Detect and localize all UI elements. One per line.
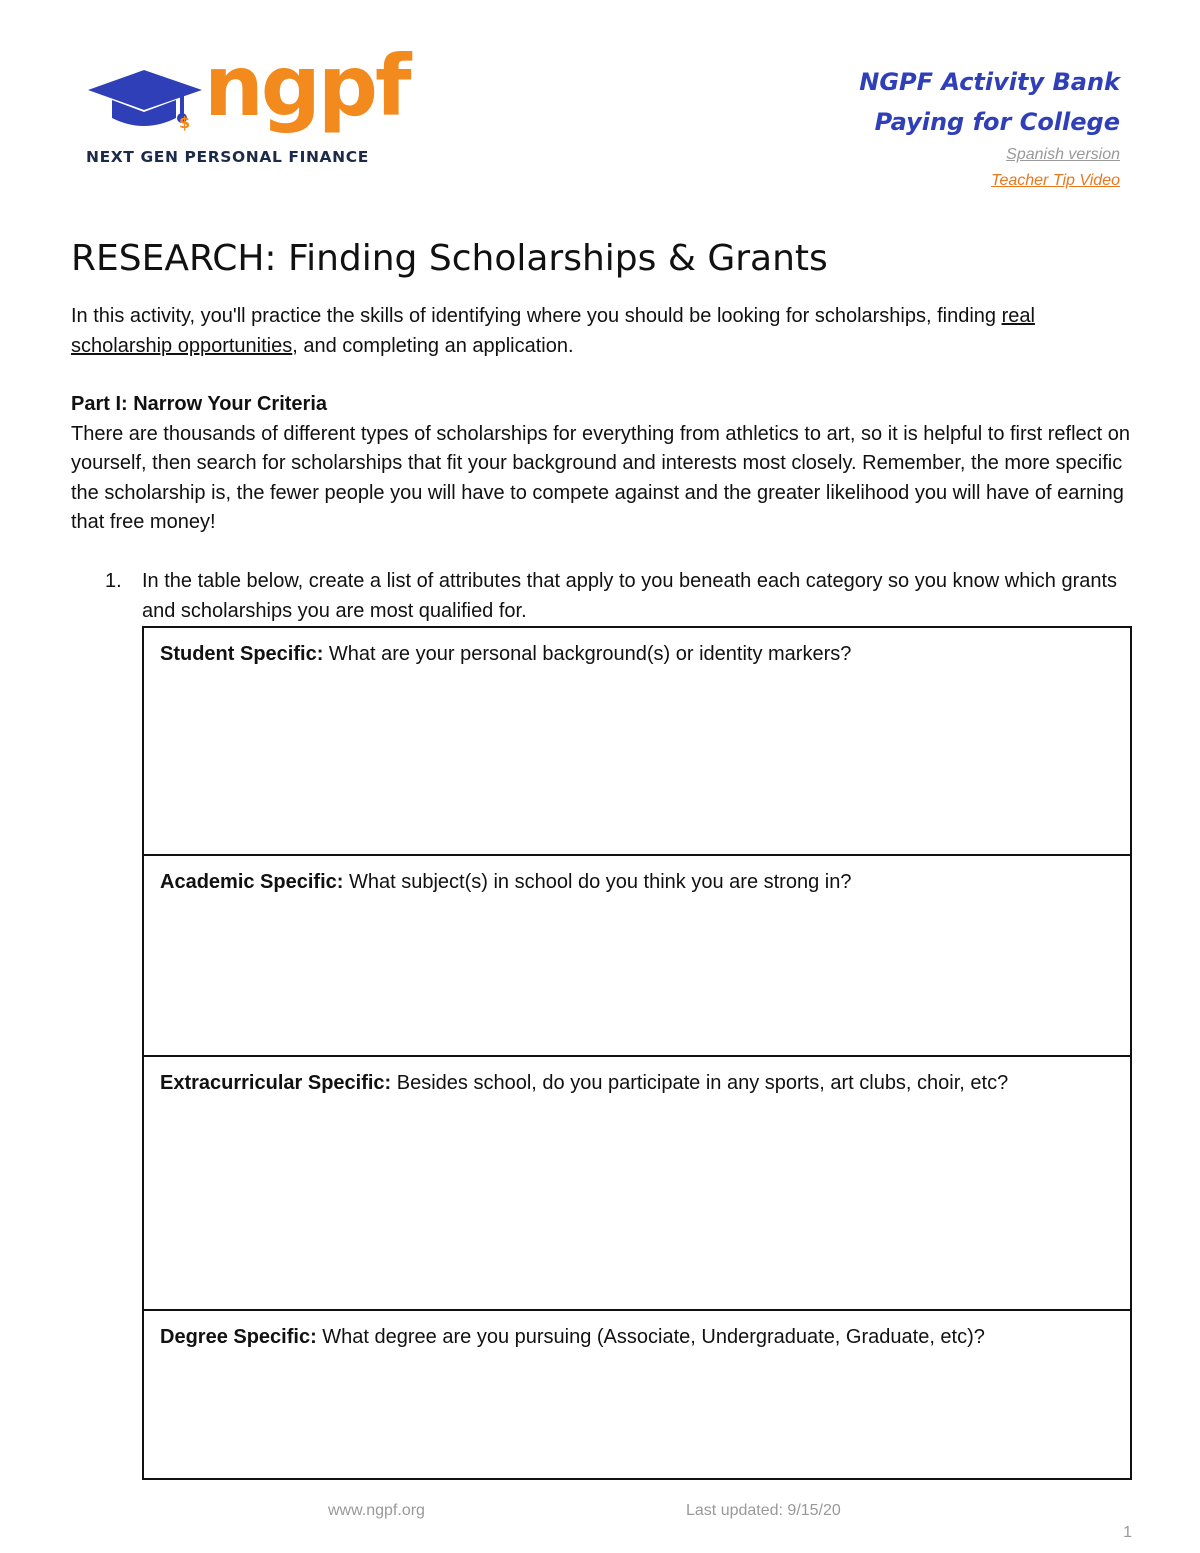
page-number: 1 <box>1123 1524 1132 1541</box>
part-one-text: There are thousands of different types of scholarships for everything from athletics to art, so it is helpful to first reflect on yourself, then search for scholarships that fit your background and interests most closely. Remember, the more specific the scholarship is, the fewer people you will have to compete against and the greater likelihood you will have of earning that free money! <box>71 422 1131 533</box>
row-prompt: What degree are you pursuing (Associate, Undergraduate, Graduate, etc)? <box>316 1326 985 1348</box>
svg-text:$: $ <box>179 113 191 132</box>
row-prompt: Besides school, do you participate in any sports, art clubs, choir, etc? <box>391 1072 1009 1094</box>
footer-url[interactable]: www.ngpf.org <box>328 1502 425 1519</box>
unit-label: Paying for College <box>874 108 1120 136</box>
ngpf-logo <box>86 37 409 172</box>
intro-text-after: , and completing an application. <box>292 334 574 357</box>
part-one-heading: Part I: Narrow Your Criteria <box>71 393 327 415</box>
question-list <box>105 567 1135 626</box>
table-row-extracurricular-specific[interactable] <box>144 1057 1130 1311</box>
row-label: Academic Specific: <box>160 871 344 893</box>
criteria-table <box>142 626 1132 1480</box>
header-info <box>859 62 1120 194</box>
row-label: Student Specific: <box>160 643 324 665</box>
teacher-tip-video-link[interactable]: Teacher Tip Video <box>991 172 1120 189</box>
table-row-degree-specific[interactable] <box>144 1311 1130 1478</box>
row-label: Extracurricular Specific: <box>160 1072 392 1094</box>
table-row-student-specific[interactable] <box>144 628 1130 856</box>
intro-text-before: In this activity, you'll practice the skills of identifying where you should be looking for scholarships, finding <box>71 305 1002 327</box>
page-title: RESEARCH: Finding Scholarships & Grants <box>71 238 828 279</box>
graduation-cap-icon <box>86 64 204 134</box>
row-prompt: What are your personal background(s) or identity markers? <box>323 643 852 665</box>
table-row-academic-specific[interactable] <box>144 856 1130 1057</box>
row-prompt: What subject(s) in school do you think you are strong in? <box>343 871 852 893</box>
intro-paragraph <box>71 302 1131 361</box>
footer-last-updated: Last updated: 9/15/20 <box>686 1502 841 1519</box>
real-scholarship-opportunities-link[interactable]: real scholarship opportunities <box>71 305 1035 357</box>
row-label: Degree Specific: <box>160 1326 317 1348</box>
activity-bank-label: NGPF Activity Bank <box>859 68 1120 96</box>
question-text: In the table below, create a list of attributes that apply to you beneath each category so you know which grants and scholarships you are most qualified for. <box>142 570 1118 622</box>
spanish-version-link[interactable]: Spanish version <box>1006 146 1120 163</box>
question-number: 1. <box>105 570 122 592</box>
logo-tagline: NEXT GEN PERSONAL FINANCE <box>86 148 369 166</box>
logo-wordmark: ngpf <box>204 37 409 135</box>
part-one-section <box>71 390 1131 538</box>
